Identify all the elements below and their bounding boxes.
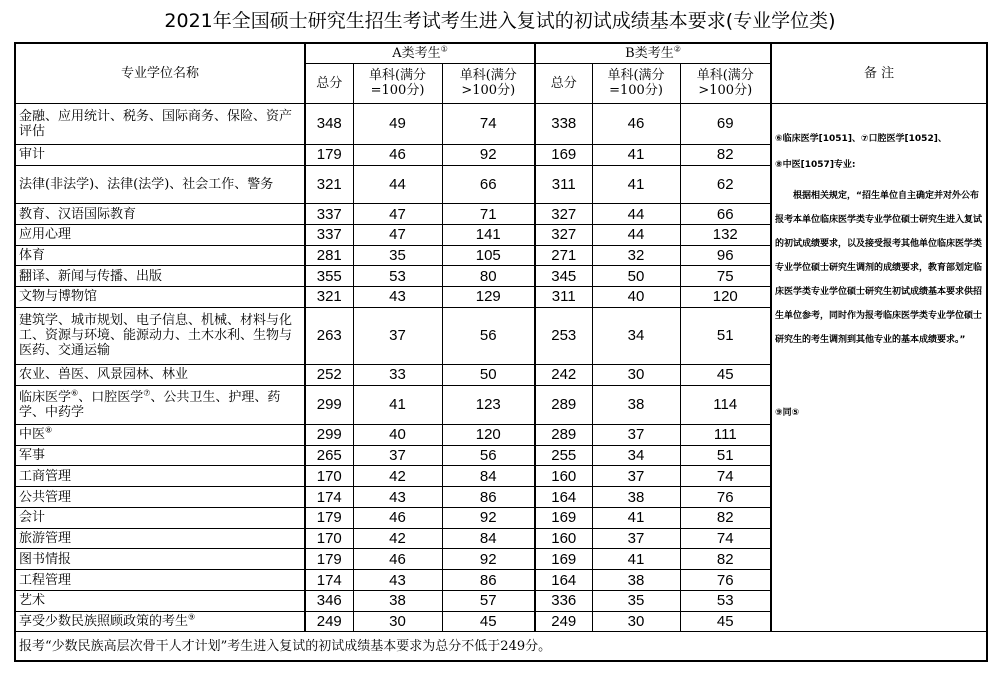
- header-a-single-100: 单科(满分=100分): [353, 64, 442, 103]
- program-name: 审计: [15, 145, 305, 166]
- score-b-single-over100: 120: [680, 287, 771, 308]
- program-name: 公共管理: [15, 487, 305, 508]
- score-a-total: 321: [305, 165, 353, 203]
- score-b-total: 289: [535, 385, 592, 424]
- score-a-single-100: 37: [353, 307, 442, 364]
- score-a-single-over100: 56: [442, 445, 535, 466]
- program-name: 农业、兽医、风景园林、林业: [15, 364, 305, 385]
- score-b-single-over100: 45: [680, 364, 771, 385]
- score-b-single-over100: 132: [680, 224, 771, 245]
- score-b-total: 249: [535, 611, 592, 632]
- page-title: 2021年全国硕士研究生招生考试考生进入复试的初试成绩基本要求(专业学位类): [164, 10, 836, 32]
- program-name: 军事: [15, 445, 305, 466]
- score-b-single-over100: 69: [680, 103, 771, 144]
- header-a-total: 总分: [305, 64, 353, 103]
- score-b-single-100: 35: [592, 590, 680, 611]
- program-name: 体育: [15, 245, 305, 266]
- score-a-single-over100: 71: [442, 204, 535, 225]
- score-a-single-over100: 45: [442, 611, 535, 632]
- score-b-total: 271: [535, 245, 592, 266]
- program-name: 艺术: [15, 590, 305, 611]
- program-name: 建筑学、城市规划、电子信息、机械、材料与化工、资源与环境、能源动力、土木水利、生物与医药、交通运输: [15, 307, 305, 364]
- program-name: 中医⑧: [15, 425, 305, 446]
- score-a-total: 337: [305, 224, 353, 245]
- score-b-total: 311: [535, 165, 592, 203]
- table-row: [15, 103, 987, 144]
- program-name: 法律(非法学)、法律(法学)、社会工作、警务: [15, 165, 305, 203]
- score-a-single-over100: 86: [442, 487, 535, 508]
- score-a-single-100: 41: [353, 385, 442, 424]
- score-a-single-over100: 80: [442, 266, 535, 287]
- score-a-single-100: 42: [353, 466, 442, 487]
- score-a-single-over100: 56: [442, 307, 535, 364]
- score-a-single-100: 44: [353, 165, 442, 203]
- score-b-single-over100: 45: [680, 611, 771, 632]
- score-a-single-100: 37: [353, 445, 442, 466]
- score-a-single-over100: 66: [442, 165, 535, 203]
- score-a-total: 346: [305, 590, 353, 611]
- score-a-single-100: 43: [353, 287, 442, 308]
- score-b-total: 164: [535, 487, 592, 508]
- score-b-total: 338: [535, 103, 592, 144]
- header-a-single-over100: 单科(满分>100分): [442, 64, 535, 103]
- score-a-single-100: 38: [353, 590, 442, 611]
- score-b-single-over100: 82: [680, 507, 771, 528]
- note-line-2: ⑧中医[1057]专业:: [775, 159, 856, 170]
- score-a-single-100: 43: [353, 487, 442, 508]
- score-a-single-100: 43: [353, 570, 442, 591]
- score-b-single-over100: 82: [680, 549, 771, 570]
- score-b-total: 255: [535, 445, 592, 466]
- score-b-single-100: 32: [592, 245, 680, 266]
- score-b-single-100: 38: [592, 570, 680, 591]
- score-a-single-over100: 92: [442, 507, 535, 528]
- score-b-total: 336: [535, 590, 592, 611]
- score-a-total: 179: [305, 549, 353, 570]
- header-group-a: A类考生①: [305, 43, 535, 64]
- score-a-total: 252: [305, 364, 353, 385]
- score-b-total: 169: [535, 145, 592, 166]
- score-a-total: 263: [305, 307, 353, 364]
- score-a-total: 321: [305, 287, 353, 308]
- score-a-single-over100: 141: [442, 224, 535, 245]
- header-b-single-100: 单科(满分=100分): [592, 64, 680, 103]
- score-a-total: 170: [305, 466, 353, 487]
- header-remark: 备 注: [771, 43, 987, 103]
- score-a-single-100: 46: [353, 549, 442, 570]
- footer-note: 报考“少数民族高层次骨干人才计划”考生进入复试的初试成绩基本要求为总分不低于249分。: [15, 632, 987, 661]
- score-b-single-100: 44: [592, 204, 680, 225]
- program-name: 金融、应用统计、税务、国际商务、保险、资产评估: [15, 103, 305, 144]
- note-paragraph: 根据相关规定，“招生单位自主确定并对外公布报考本单位临床医学类专业学位硕士研究生进入复试的初试成绩要求，以及接受报考其他单位临床医学类专业学位硕士研究生调剂的成绩要求，教育部划定临床医学类专业学位硕士研究生初试成绩基本要求供招生单位参考，同时作为报考临床医学类专业学位硕士研究生的考生调剂到其他专业的基本成绩要求。”: [775, 190, 983, 345]
- program-name: 工程管理: [15, 570, 305, 591]
- score-a-total: 281: [305, 245, 353, 266]
- score-a-single-100: 49: [353, 103, 442, 144]
- score-b-single-over100: 96: [680, 245, 771, 266]
- score-b-single-100: 41: [592, 507, 680, 528]
- score-b-single-over100: 51: [680, 445, 771, 466]
- score-b-single-100: 30: [592, 364, 680, 385]
- program-name: 教育、汉语国际教育: [15, 204, 305, 225]
- score-a-single-over100: 92: [442, 549, 535, 570]
- score-b-single-over100: 114: [680, 385, 771, 424]
- score-b-single-100: 40: [592, 287, 680, 308]
- program-name: 图书情报: [15, 549, 305, 570]
- score-a-total: 179: [305, 507, 353, 528]
- score-a-single-over100: 92: [442, 145, 535, 166]
- score-a-single-over100: 57: [442, 590, 535, 611]
- score-a-single-100: 47: [353, 204, 442, 225]
- score-b-single-over100: 75: [680, 266, 771, 287]
- score-b-total: 345: [535, 266, 592, 287]
- score-b-single-100: 37: [592, 528, 680, 549]
- score-b-single-100: 37: [592, 425, 680, 446]
- score-a-single-over100: 120: [442, 425, 535, 446]
- header-b-single-over100: 单科(满分>100分): [680, 64, 771, 103]
- score-a-single-over100: 129: [442, 287, 535, 308]
- score-b-single-over100: 66: [680, 204, 771, 225]
- score-a-total: 299: [305, 425, 353, 446]
- score-b-single-over100: 53: [680, 590, 771, 611]
- score-a-single-100: 35: [353, 245, 442, 266]
- score-b-total: 327: [535, 204, 592, 225]
- score-b-total: 289: [535, 425, 592, 446]
- program-name: 文物与博物馆: [15, 287, 305, 308]
- header-name-col: 专业学位名称: [15, 43, 305, 103]
- score-a-total: 170: [305, 528, 353, 549]
- program-name: 翻译、新闻与传播、出版: [15, 266, 305, 287]
- score-a-single-100: 33: [353, 364, 442, 385]
- score-b-single-100: 38: [592, 385, 680, 424]
- program-name: 临床医学⑥、口腔医学⑦、公共卫生、护理、药学、中药学: [15, 385, 305, 424]
- score-a-total: 174: [305, 487, 353, 508]
- footer-row: [15, 632, 987, 661]
- program-name: 享受少数民族照顾政策的考生⑨: [15, 611, 305, 632]
- score-b-single-over100: 62: [680, 165, 771, 203]
- score-b-single-100: 34: [592, 445, 680, 466]
- score-b-single-100: 41: [592, 549, 680, 570]
- score-a-single-100: 53: [353, 266, 442, 287]
- header-group-b: B类考生②: [535, 43, 771, 64]
- score-b-single-100: 50: [592, 266, 680, 287]
- score-b-single-100: 41: [592, 165, 680, 203]
- score-a-single-100: 30: [353, 611, 442, 632]
- score-a-single-100: 42: [353, 528, 442, 549]
- score-b-total: 160: [535, 466, 592, 487]
- program-name: 应用心理: [15, 224, 305, 245]
- score-a-total: 299: [305, 385, 353, 424]
- score-b-total: 327: [535, 224, 592, 245]
- score-a-single-over100: 105: [442, 245, 535, 266]
- score-b-single-100: 30: [592, 611, 680, 632]
- score-b-single-100: 46: [592, 103, 680, 144]
- score-table: [14, 42, 988, 662]
- score-b-total: 253: [535, 307, 592, 364]
- score-b-single-over100: 74: [680, 528, 771, 549]
- score-b-single-over100: 51: [680, 307, 771, 364]
- score-a-single-over100: 86: [442, 570, 535, 591]
- score-b-single-100: 34: [592, 307, 680, 364]
- score-a-total: 265: [305, 445, 353, 466]
- score-a-single-over100: 84: [442, 466, 535, 487]
- program-name: 会计: [15, 507, 305, 528]
- score-a-total: 249: [305, 611, 353, 632]
- header-b-total: 总分: [535, 64, 592, 103]
- score-a-single-100: 46: [353, 507, 442, 528]
- score-a-total: 355: [305, 266, 353, 287]
- score-b-total: 169: [535, 507, 592, 528]
- score-b-single-over100: 82: [680, 145, 771, 166]
- score-b-total: 169: [535, 549, 592, 570]
- score-b-single-over100: 74: [680, 466, 771, 487]
- score-a-single-over100: 50: [442, 364, 535, 385]
- score-b-total: 242: [535, 364, 592, 385]
- score-a-single-over100: 74: [442, 103, 535, 144]
- score-b-single-over100: 76: [680, 570, 771, 591]
- score-a-single-over100: 123: [442, 385, 535, 424]
- score-a-total: 337: [305, 204, 353, 225]
- score-a-single-100: 47: [353, 224, 442, 245]
- score-b-single-100: 38: [592, 487, 680, 508]
- score-b-single-100: 44: [592, 224, 680, 245]
- score-a-total: 179: [305, 145, 353, 166]
- score-b-total: 160: [535, 528, 592, 549]
- score-b-total: 311: [535, 287, 592, 308]
- score-b-single-over100: 76: [680, 487, 771, 508]
- score-b-single-100: 37: [592, 466, 680, 487]
- score-a-single-100: 40: [353, 425, 442, 446]
- score-a-single-100: 46: [353, 145, 442, 166]
- remarks-cell: [771, 103, 987, 632]
- score-b-single-over100: 111: [680, 425, 771, 446]
- score-a-total: 348: [305, 103, 353, 144]
- score-a-single-over100: 84: [442, 528, 535, 549]
- score-b-single-100: 41: [592, 145, 680, 166]
- note-same: ⑨同⑤: [775, 407, 800, 418]
- program-name: 工商管理: [15, 466, 305, 487]
- note-line-1: ⑥临床医学[1051]、⑦口腔医学[1052]、: [775, 133, 947, 144]
- program-name: 旅游管理: [15, 528, 305, 549]
- score-b-total: 164: [535, 570, 592, 591]
- score-a-total: 174: [305, 570, 353, 591]
